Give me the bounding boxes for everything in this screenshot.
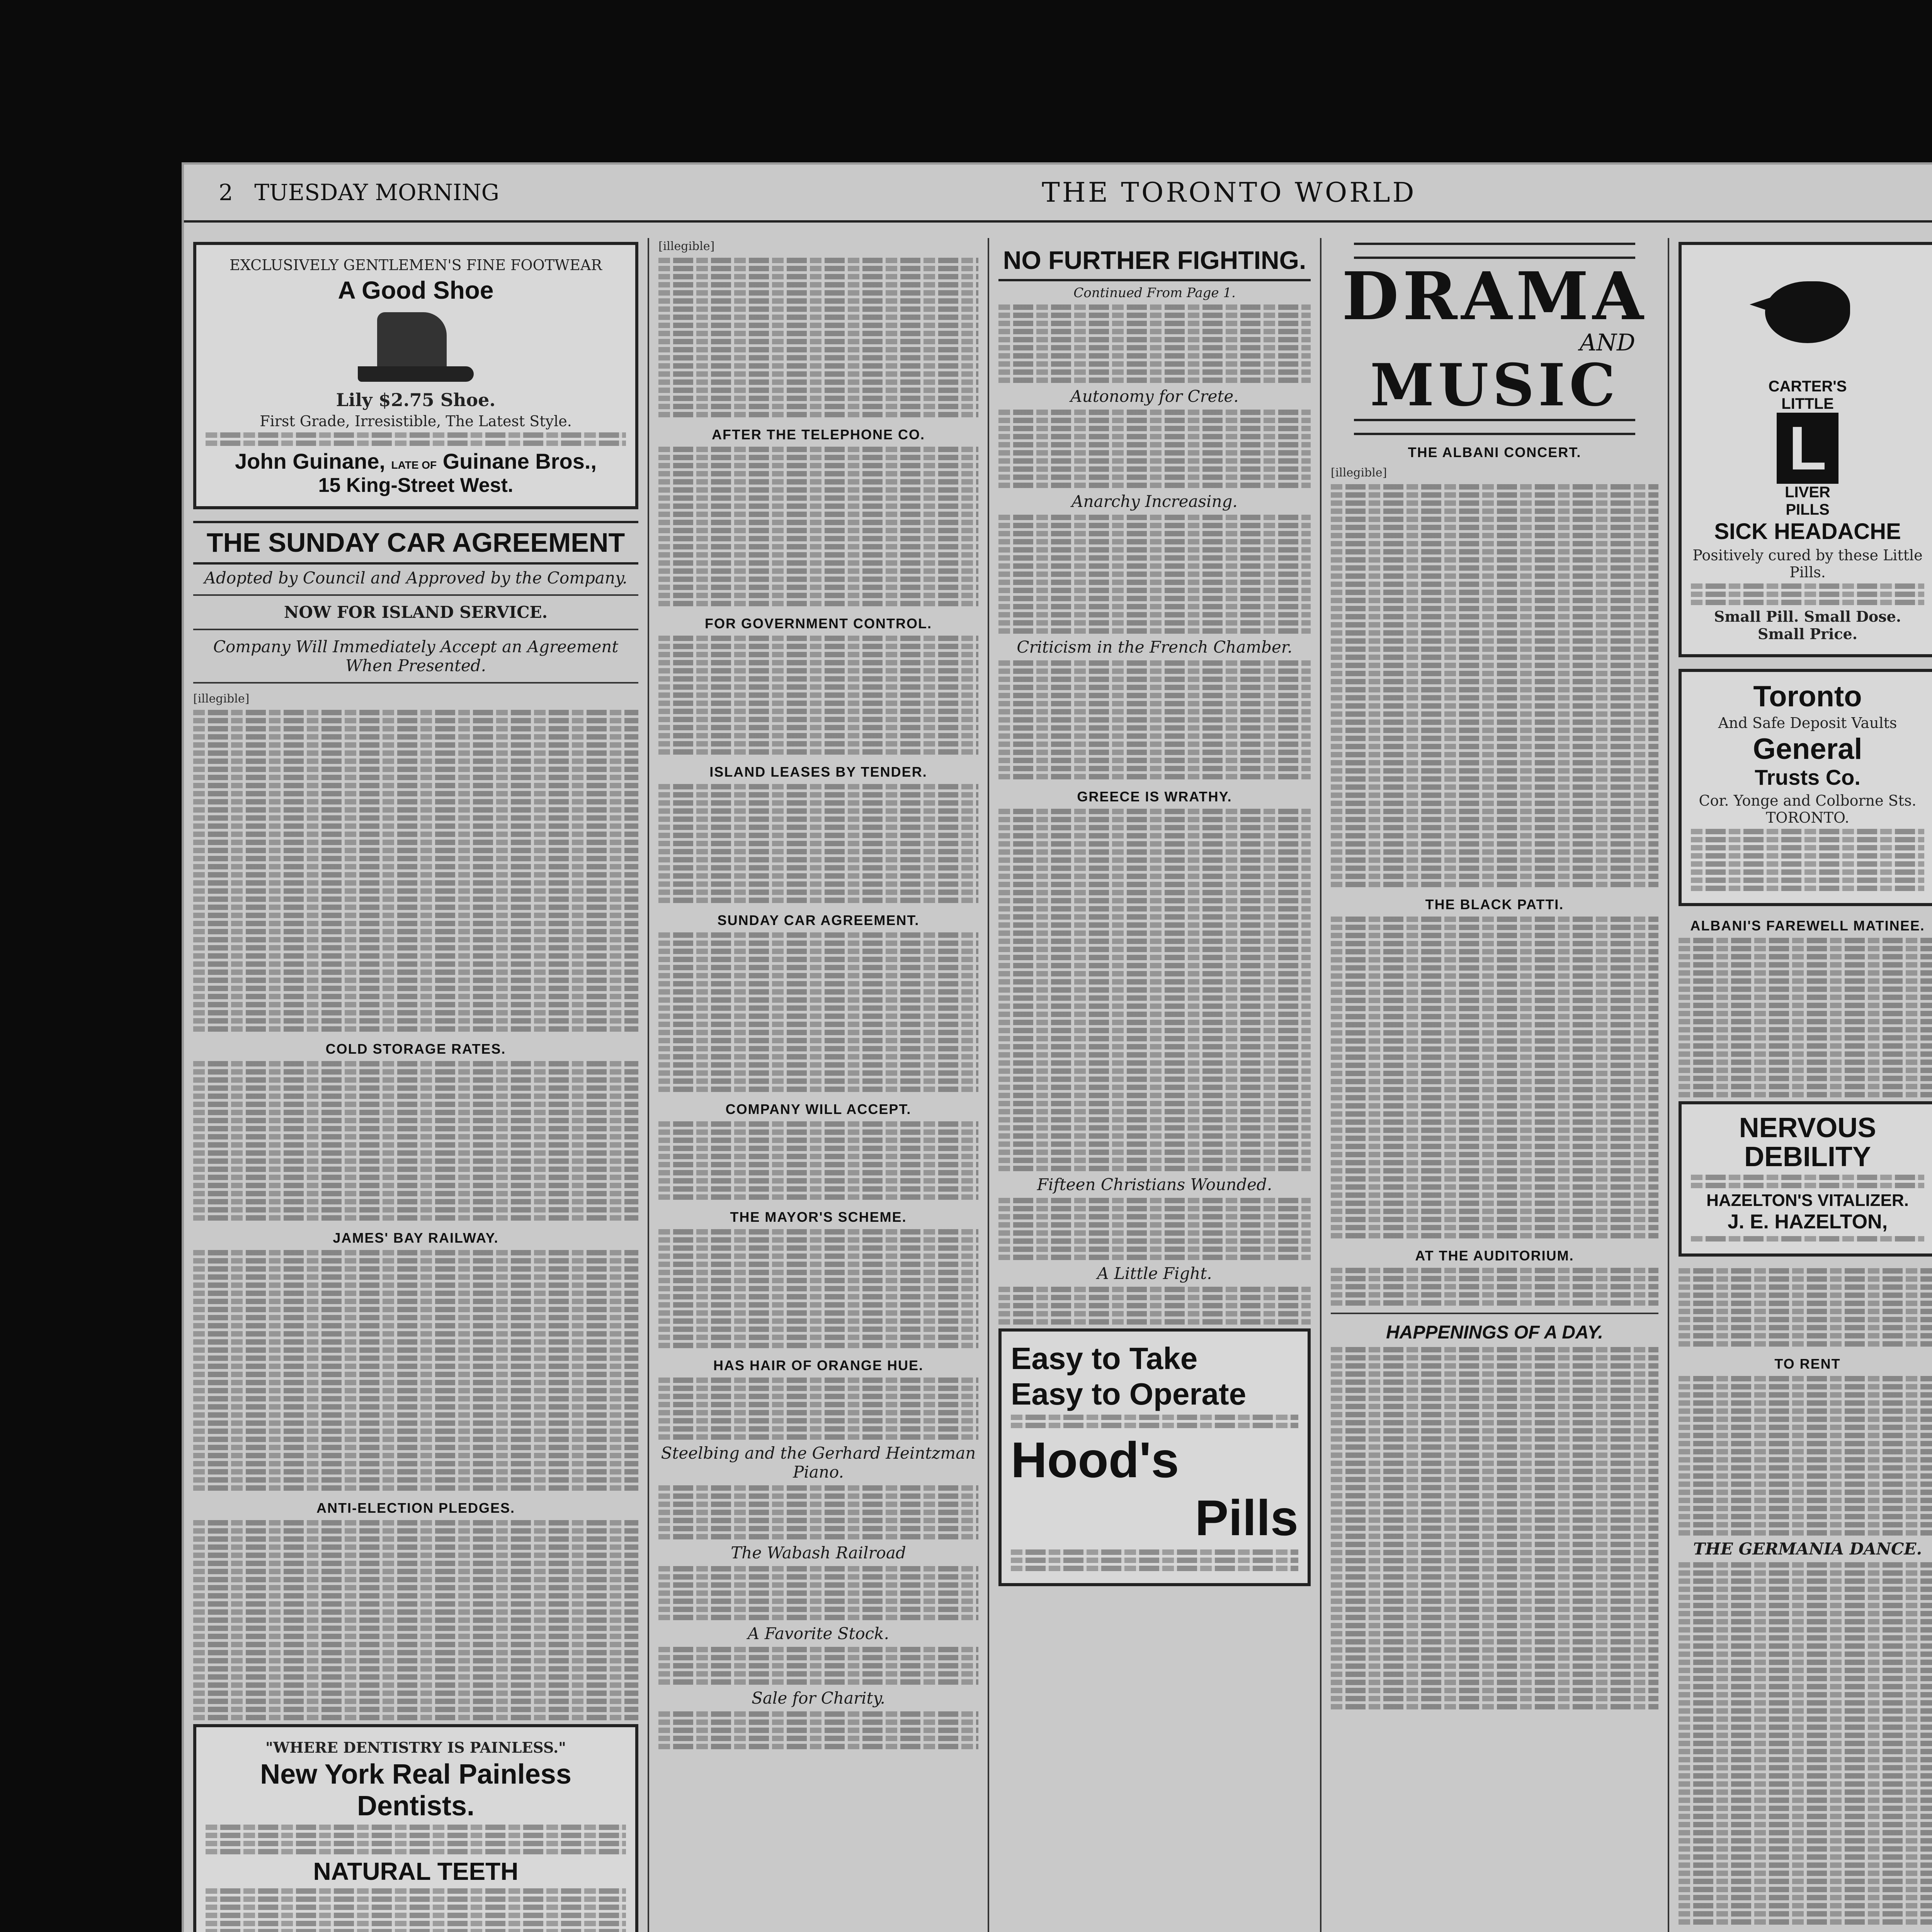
carters-brand-1: CARTER'S [1768, 378, 1847, 395]
trusts-advertisement [1679, 669, 1932, 906]
nervous-ad-product: HAZELTON'S VITALIZER. [1706, 1190, 1909, 1210]
shoe-ad-features: First Grade, Irresistible, The Latest Style. [260, 413, 572, 430]
section-cold-storage: COLD STORAGE RATES. [325, 1041, 506, 1057]
section-happenings: HAPPENINGS OF A DAY. [1386, 1322, 1603, 1343]
column-4 [1320, 238, 1668, 1932]
section-to-rent: TO RENT [1774, 1355, 1841, 1372]
nervous-ad-title: NERVOUS DEBILITY [1739, 1112, 1876, 1173]
article-body-sunday-car: [illegible] [193, 692, 250, 706]
section-autonomy-crete: Autonomy for Crete. [1070, 386, 1239, 406]
drama-title: DRAMA [1342, 258, 1648, 335]
section-sale-charity: Sale for Charity. [752, 1688, 885, 1708]
page-header-left [219, 179, 499, 206]
carters-l-logo: L [1777, 413, 1838, 484]
column-2 [648, 238, 988, 1932]
bird-illustration [1750, 258, 1866, 374]
trusts-address: Cor. Yonge and Colborne Sts. TORONTO. [1699, 792, 1917, 826]
carters-foot-1: Small Pill. [1714, 608, 1799, 625]
section-anarchy: Anarchy Increasing. [1071, 492, 1238, 511]
section-fifteen-christians: Fifteen Christians Wounded. [1037, 1175, 1272, 1194]
carters-pills-advertisement [1679, 242, 1932, 657]
section-company-will-accept: COMPANY WILL ACCEPT. [725, 1101, 912, 1117]
nervous-ad-name: J. E. HAZELTON, [1727, 1210, 1888, 1233]
page-day: TUESDAY MORNING [254, 179, 499, 206]
masthead: THE TORONTO WORLD [1042, 177, 1417, 208]
carters-foot-2: Small Dose. [1804, 608, 1901, 625]
trusts-vaults: And Safe Deposit Vaults [1718, 714, 1897, 731]
section-wabash: The Wabash Railroad [731, 1543, 906, 1562]
section-anti-election: ANTI-ELECTION PLEDGES. [316, 1500, 515, 1516]
drama-footer-ornament [1354, 419, 1635, 435]
article-headline-sunday-car: THE SUNDAY CAR AGREEMENT [193, 521, 638, 565]
carters-brand-3: LIVER [1785, 484, 1830, 501]
shoe-ad-title: A Good Shoe [338, 276, 494, 304]
section-sunday-car-agreement: SUNDAY CAR AGREEMENT. [717, 912, 920, 928]
dentist-ad-sub: NATURAL TEETH [313, 1857, 519, 1885]
article-headline-no-further-fighting: NO FURTHER FIGHTING. [998, 246, 1311, 281]
carters-foot-3: Small Price. [1758, 625, 1857, 643]
drama-header-ornament [1354, 243, 1635, 259]
column-2-text: [illegible] [658, 240, 715, 253]
carters-ad-foot [1691, 608, 1924, 643]
hoods-ad-product: Pills [1195, 1489, 1298, 1546]
section-james-bay: JAMES' BAY RAILWAY. [333, 1230, 499, 1246]
section-french-chamber: Criticism in the French Chamber. [1017, 637, 1293, 656]
shoe-ad-top: EXCLUSIVELY GENTLEMEN'S FINE FOOTWEAR [229, 257, 602, 274]
dentist-advertisement [193, 1724, 638, 1932]
carters-ad-sub: Positively cured by these Little Pills. [1692, 547, 1923, 581]
section-government-control: FOR GOVERNMENT CONTROL. [705, 615, 932, 631]
shoe-ad-merchant [206, 449, 626, 474]
section-germania-dance: THE GERMANIA DANCE. [1693, 1539, 1922, 1558]
section-favorite-stock: A Favorite Stock. [748, 1624, 889, 1643]
dentist-ad-title: New York Real Painless Dentists. [260, 1759, 571, 1821]
column-1 [184, 238, 648, 1932]
hoods-ad-line1: Easy to Take [1011, 1341, 1198, 1376]
shoe-ad-merchant-name: John Guinane, [235, 449, 385, 473]
section-albani-farewell: ALBANI'S FAREWELL MATINEE. [1690, 917, 1925, 934]
section-piano: Steelbing and the Gerhard Heintzman Piano. [661, 1443, 976, 1481]
trusts-name-1: Toronto [1753, 680, 1862, 713]
section-black-patti: THE BLACK PATTI. [1425, 896, 1564, 912]
hoods-pills-advertisement [998, 1328, 1311, 1586]
shoe-illustration [354, 308, 478, 386]
trusts-name-3: Trusts Co. [1755, 765, 1861, 789]
column-5 [1668, 238, 1932, 1932]
section-mayors-scheme: THE MAYOR'S SCHEME. [730, 1209, 907, 1225]
drama-and: AND [1580, 329, 1635, 356]
dentist-ad-top: "WHERE DENTISTRY IS PAINLESS." [265, 1739, 566, 1756]
page-header [184, 165, 1932, 223]
newspaper-page [182, 162, 1932, 1932]
article-subhead-2: NOW FOR ISLAND SERVICE. [284, 602, 548, 622]
nervous-debility-advertisement [1679, 1101, 1932, 1257]
carters-brand-2: LITTLE [1781, 395, 1834, 412]
page-number: 2 [219, 179, 233, 206]
article-subhead-1: Adopted by Council and Approved by the Company. [204, 568, 628, 587]
hoods-ad-line2: Easy to Operate [1011, 1376, 1247, 1411]
shoe-ad-price: Lily $2.75 Shoe. [336, 389, 496, 410]
continued-note: Continued From Page 1. [1073, 285, 1236, 301]
article-subhead-3: Company Will Immediately Accept an Agreement When Presented. [213, 637, 619, 675]
trusts-name-2: General [1753, 732, 1862, 765]
carters-ad-title: SICK HEADACHE [1714, 519, 1901, 544]
section-auditorium: AT THE AUDITORIUM. [1415, 1247, 1574, 1264]
column-3 [988, 238, 1320, 1932]
shoe-advertisement [193, 242, 638, 509]
section-telephone: AFTER THE TELEPHONE CO. [711, 426, 925, 442]
section-little-fight: A Little Fight. [1097, 1264, 1212, 1283]
hoods-ad-brand: Hood's [1011, 1431, 1179, 1488]
section-albani-concert: THE ALBANI CONCERT. [1408, 444, 1582, 460]
shoe-ad-address: 15 King-Street West. [318, 474, 514, 497]
section-greece-wrathy: GREECE IS WRATHY. [1077, 788, 1232, 804]
shoe-ad-merchant-note: LATE OF [391, 459, 437, 471]
music-title: MUSIC [1370, 351, 1619, 419]
section-orange-hue: HAS HAIR OF ORANGE HUE. [713, 1357, 924, 1373]
section-island-leases: ISLAND LEASES BY TENDER. [709, 764, 927, 780]
shoe-ad-merchant-former: Guinane Bros., [442, 449, 597, 473]
column-4-text: [illegible] [1331, 466, 1387, 480]
carters-brand-4: PILLS [1786, 501, 1830, 518]
